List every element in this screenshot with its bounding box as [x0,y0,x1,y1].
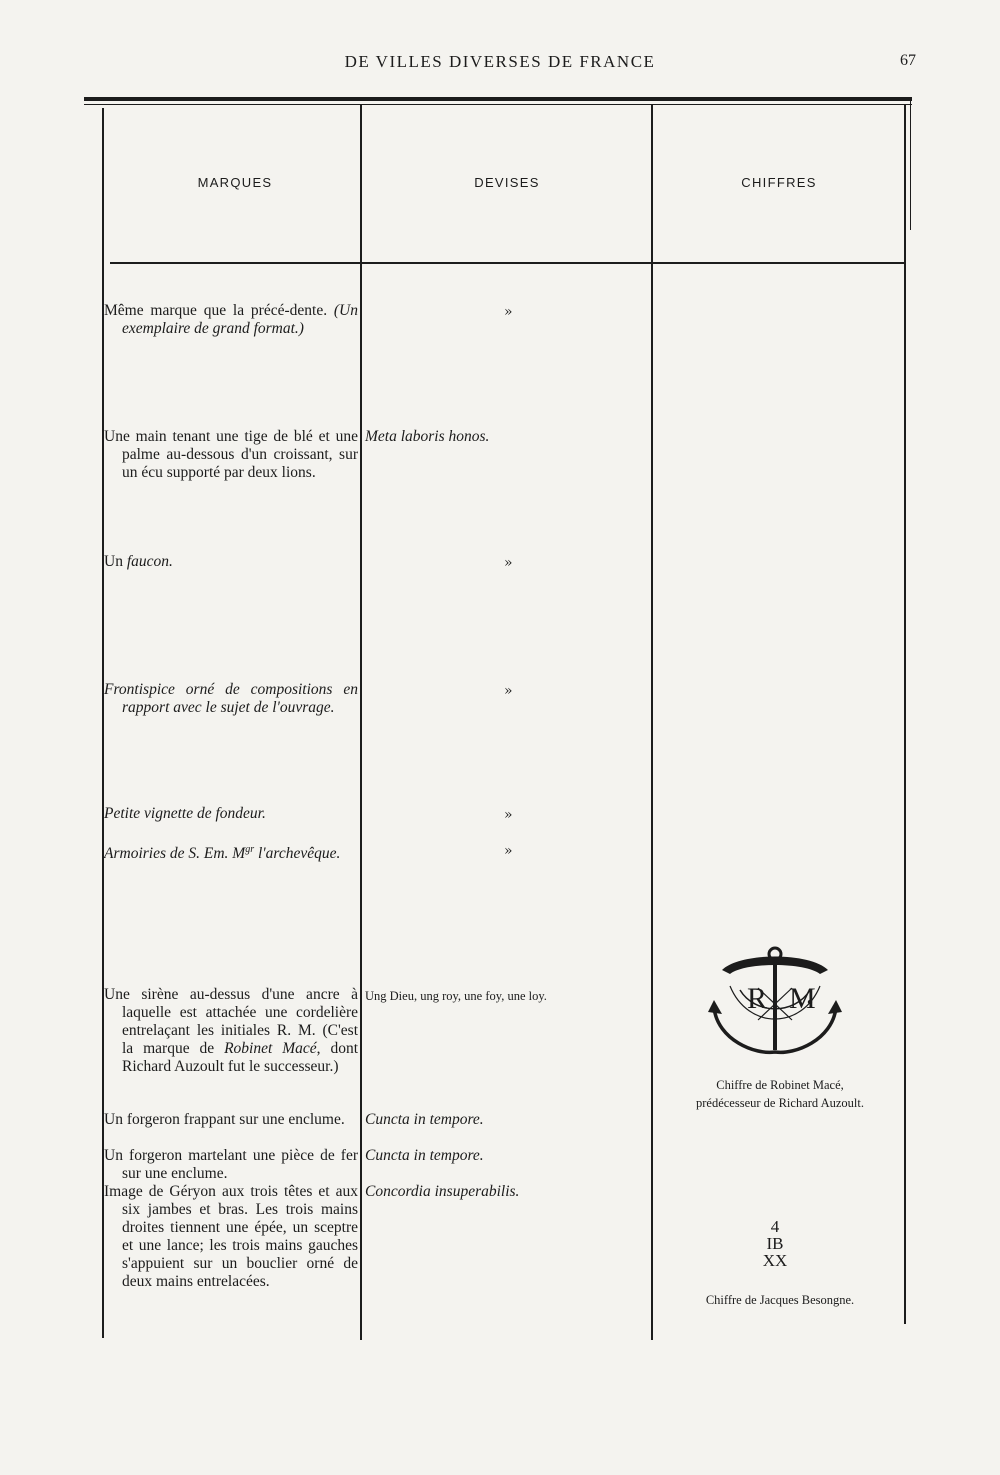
devise-row-5: » [504,807,513,823]
marque-row-9: Un forgeron martelant une pièce de fer sur une enclume. [104,1147,358,1182]
marque-text: Un [104,553,127,570]
column-divider-1 [360,104,362,1340]
column-header-devises: DEVISES [474,175,540,190]
devise-row-3: » [504,555,513,571]
marque-row-6 [104,841,358,863]
marque-row-3 [104,553,358,571]
devise-row-2: Meta laboris honos. [365,428,490,445]
marque-row-10: Image de Géryon aux trois têtes et aux six jambes et bras. Les trois mains droites tiennent une épée, un sceptre et une lance; les trois mains gauches s'appuient sur un bouclier orné de deux mains entrelacées. [104,1183,358,1290]
marque-text-italic: faucon. [126,553,173,570]
devise-row-1: » [504,304,513,320]
table-top-rule-thin [84,104,912,105]
devise-row-8: Cuncta in tempore. [365,1111,484,1128]
table-top-rule [84,97,912,101]
besongne-mark: 4 IB XX [762,1217,788,1270]
devise-row-7: Ung Dieu, ung roy, une foy, une loy. [365,989,547,1003]
anchor-caption-line-1: Chiffre de Robinet Macé, [716,1078,844,1092]
header-title: DE VILLES DIVERSES DE FRANCE [344,52,656,71]
devise-row-6: » [504,843,513,859]
page-number: 67 [900,52,916,69]
running-header [0,52,1000,76]
table-right-border [904,104,906,1324]
marque-row-5: Petite vignette de fondeur. [104,805,266,822]
marque-text: Armoiries de S. Em. M [104,845,246,863]
column-divider-2 [651,104,653,1340]
devise-row-10: Concordia insuperabilis. [365,1183,520,1200]
table-right-border-thin [910,100,911,230]
devise-row-4: » [504,683,513,699]
marque-row-7 [104,986,358,1076]
besongne-caption: Chiffre de Jacques Besongne. [705,1293,855,1307]
marque-row-8: Un forgeron frappant sur une enclume. [104,1111,345,1128]
marque-text: Même marque que la précé-dente. [104,302,334,319]
marque-row-4: Frontispice orné de compositions en rapport avec le sujet de l'ouvrage. [104,681,358,716]
marque-text-italic: Robinet Macé [224,1040,317,1057]
marque-text: Une sirène au-dessus d'une ancre à laquelle est attachée une cordelière entrelaçant les initiales R. M. (C'est la marque de [104,986,358,1057]
column-header-chiffres: CHIFFRES [741,175,817,190]
marque-text: , dont Richard Auzoult fut le successeur.) [122,1040,358,1075]
marque-text-italic: (Un exemplaire de grand format.) [122,302,358,337]
marque-row-1 [104,302,358,338]
anchor-letters: RM [747,982,838,1015]
column-header-marques: MARQUES [197,175,273,190]
anchor-caption-line-2: prédécesseur de Richard Auzoult. [696,1096,864,1110]
marque-row-2: Une main tenant une tige de blé et une palme au-dessous d'un croissant, sur un écu supporté par deux lions. [104,428,358,481]
header-bottom-rule [110,262,906,264]
devise-row-9: Cuncta in tempore. [365,1147,484,1164]
marque-text: l'archevêque. [254,845,341,863]
marque-text-superscript: gr [245,844,255,855]
anchor-mark-image [700,940,850,1065]
